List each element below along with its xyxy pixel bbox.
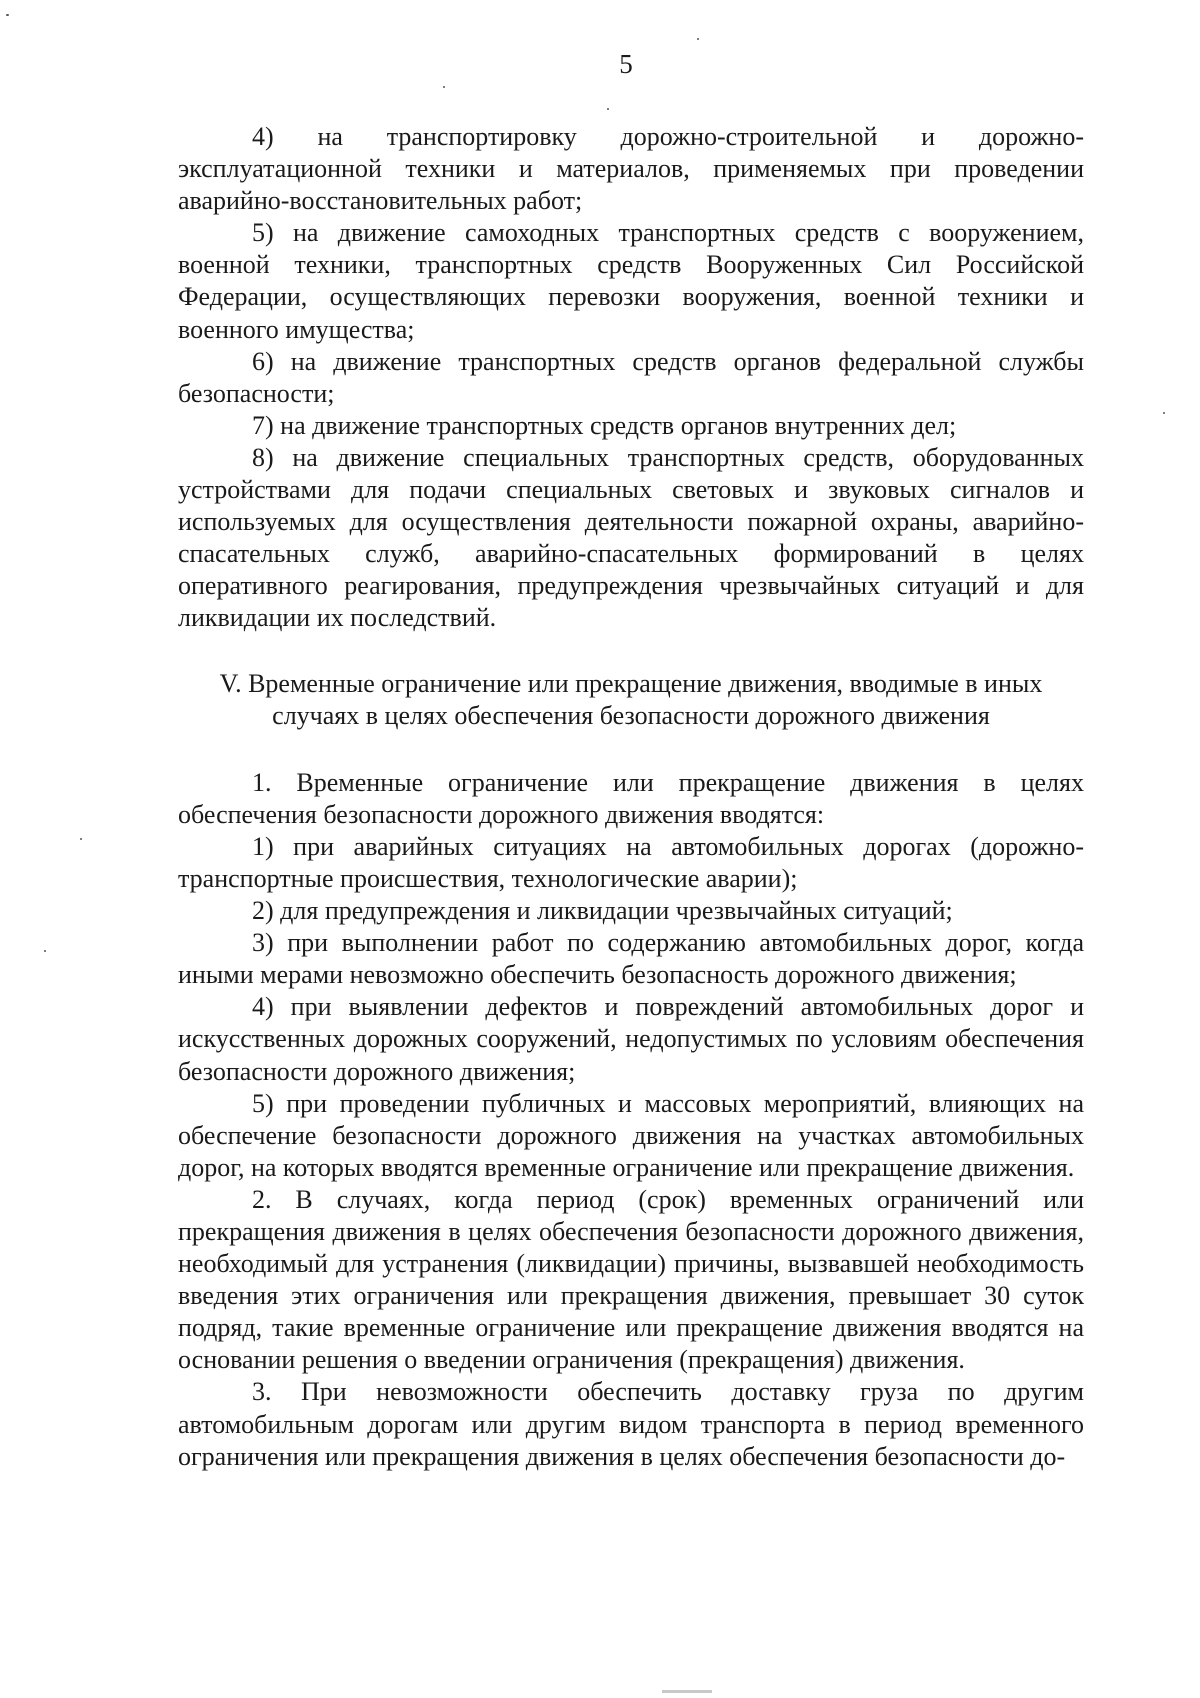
list-item-8-special-vehicles: 8) на движение специальных транспортных средств, оборудованных устройствами для подачи специальных световых и звуковых сигналов и используемых для осуществления деятельности пожарной охраны, аварийно-спасательных служб, аварийно-спасательных формирований в целях оперативного реагирования, предупреждения чрезвычайных ситуаций и для ликвидации их последствий. xyxy=(178,442,1084,633)
clause-1-item-2: 2) для предупреждения и ликвидации чрезвычайных ситуаций; xyxy=(252,896,953,926)
scan-speck xyxy=(6,14,9,16)
list-item-7-police-vehicles: 7) на движение транспортных средств органов внутренних дел; xyxy=(252,410,957,440)
list-item-5-military-vehicles: 5) на движение самоходных транспортных средств с вооружением, военной техники, транспортных средств Вооруженных Сил Российской Федерации, осуществляющих перевозки вооружения, военной техники и военного имущества; xyxy=(178,218,1084,344)
scan-speck xyxy=(44,950,46,952)
clause-2: 2. В случаях, когда период (срок) временных ограничений или прекращения движения в целях обеспечения безопасности дорожного движения, необходимый для устранения (ликвидации) причины, вызвавшей необходимость введения этих ограничения или прекращения движения, превышает 30 суток подряд, такие временные ограничение или прекращение движения вводятся на основании решения о введении ограничения (прекращения) движения. xyxy=(178,1184,1084,1375)
list-item-4-transport-equipment: 4) на транспортировку дорожно-строительной и дорожно-эксплуатационной техники и материалов, применяемых при проведении аварийно-восстановительных работ; xyxy=(178,122,1084,216)
scan-speck xyxy=(1163,412,1165,414)
page-number: 5 xyxy=(619,49,633,79)
clause-1-intro: 1. Временные ограничение или прекращение движения в целях обеспечения безопасности дорожного движения вводятся: xyxy=(178,767,1084,829)
scan-speck xyxy=(697,38,699,40)
scan-speck xyxy=(607,108,609,110)
clause-1-item-5: 5) при проведении публичных и массовых мероприятий, влияющих на обеспечение безопасности дорожного движения на участках автомобильных дорог, на которых вводятся временные ограничение или прекращение движения. xyxy=(178,1088,1084,1182)
section-heading-line-2: случаях в целях обеспечения безопасности дорожного движения xyxy=(272,700,990,730)
section-heading xyxy=(178,668,1084,732)
scan-artifact xyxy=(662,1690,712,1693)
clause-1-item-3: 3) при выполнении работ по содержанию автомобильных дорог, когда иными мерами невозможно обеспечить безопасность дорожного движения; xyxy=(178,928,1084,990)
clause-3: 3. При невозможности обеспечить доставку груза по другим автомобильным дорогам или другим видом транспорта в период временного ограничения или прекращения движения в целях обеспечения безопасности до- xyxy=(178,1377,1084,1471)
list-item-6-fsb-vehicles: 6) на движение транспортных средств органов федеральной службы безопасности; xyxy=(178,346,1084,408)
clause-1-item-1: 1) при аварийных ситуациях на автомобильных дорогах (дорожно-транспортные происшествия, технологические аварии); xyxy=(178,831,1084,893)
clause-1-item-4: 4) при выявлении дефектов и повреждений автомобильных дорог и искусственных дорожных сооружений, недопустимых по условиям обеспечения безопасности дорожного движения; xyxy=(178,992,1084,1086)
scan-speck xyxy=(80,838,82,840)
scan-speck xyxy=(443,86,445,88)
section-heading-line-1: V. Временные ограничение или прекращение движения, вводимые в иных xyxy=(219,668,1043,698)
document-body xyxy=(178,121,1084,1473)
